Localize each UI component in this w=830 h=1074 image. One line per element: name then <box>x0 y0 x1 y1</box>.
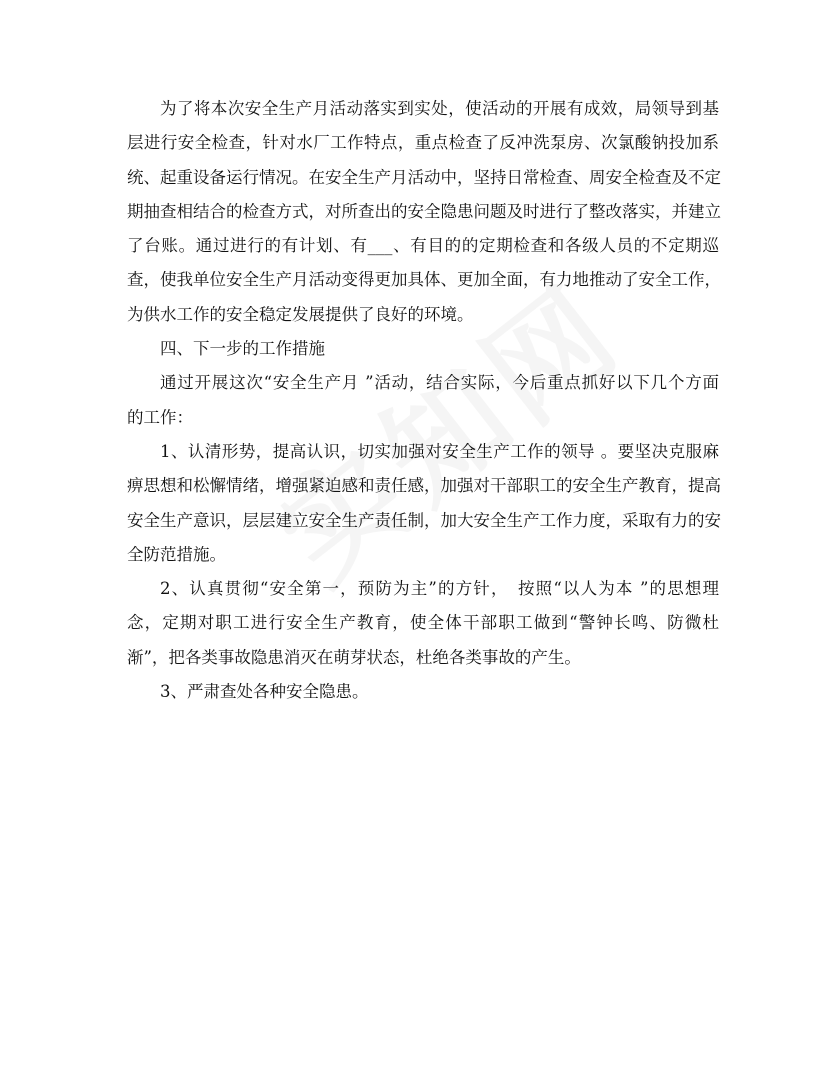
list-item-line: 念，定期对职工进行安全生产教育，使全体干部职工做到“警钟长鸣、防微杜 <box>127 613 719 633</box>
list-item-line: 痹思想和松懈情绪，增强紧迫感和责任感，加强对干部职工的安全生产教育，提高 <box>127 476 721 496</box>
paragraph-line: 统、起重设备运行情况。在安全生产月活动中，坚持日常检查、周安全检查及不定 <box>127 167 721 187</box>
paragraph-line: 为了将本次安全生产月活动落实到实处，使活动的开展有成效，局领导到基 <box>160 99 719 118</box>
paragraph-line: 的工作： <box>127 407 193 427</box>
list-item-line: 渐”，把各类事故隐患消灭在萌芽状态，杜绝各类事故的产生。 <box>127 647 581 667</box>
section-heading: 四、下一步的工作措施 <box>160 339 325 359</box>
paragraph-line: 了台账。通过进行的有计划、有___、有目的的定期检查和各级人员的不定期巡 <box>127 236 719 256</box>
list-item-line: 3、严肃查处各种安全隐患。 <box>160 682 369 702</box>
paragraph-line: 层进行安全检查，针对水厂工作特点，重点检查了反冲洗泵房、次氯酸钠投加系 <box>127 133 719 153</box>
paragraph-line: 期抽查相结合的检查方式，对所查出的安全隐患问题及时进行了整改落实，并建立 <box>127 201 721 221</box>
paragraph-line: 查，使我单位安全生产月活动变得更加具体、更加全面，有力地推动了安全工作， <box>127 270 721 290</box>
document-body <box>127 92 719 709</box>
paragraph-line: 为供水工作的安全稳定发展提供了良好的环境。 <box>127 304 474 324</box>
list-item-line: 全防范措施。 <box>127 544 226 564</box>
list-item-line: 1、认清形势，提高认识，切实加强对安全生产工作的领导 。要坚决克服麻 <box>160 441 719 461</box>
paragraph-line: 通过开展这次“安全生产月 ”活动，结合实际，今后重点抓好以下几个方面 <box>160 373 719 393</box>
list-item-line: 2、认真贯彻“安全第一，预防为主”的方针， 按照“以人为本 ”的思想理 <box>160 579 719 599</box>
list-item-line: 安全生产意识，层层建立安全生产责任制，加大安全生产工作力度，采取有力的安 <box>127 510 721 530</box>
